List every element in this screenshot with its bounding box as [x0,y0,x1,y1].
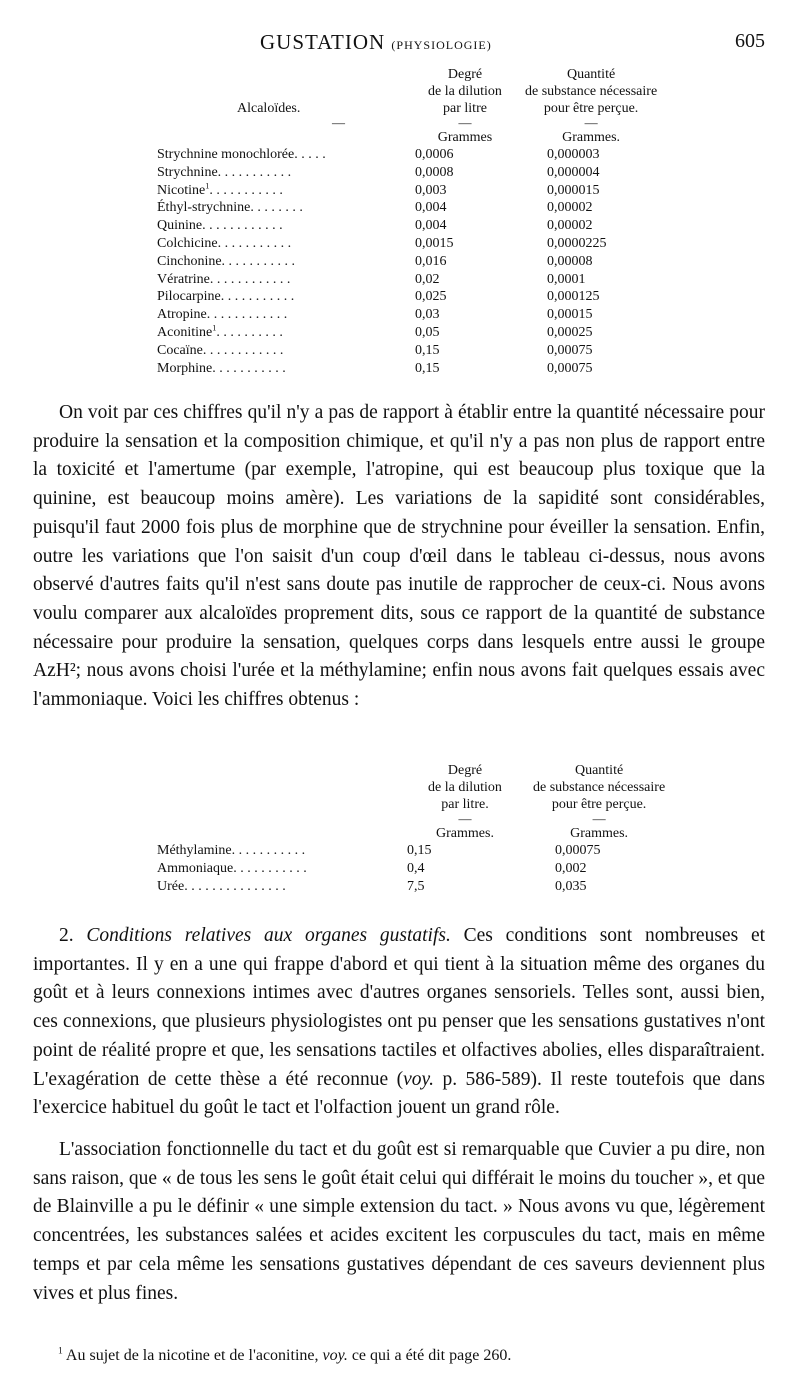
dot-leader: . . . . . . . . . . [216,324,283,340]
substance-name: Colchicine. . . . . . . . . . . [157,235,292,251]
dot-leader: . . . . . . . . . . . . [209,271,291,287]
quantity-value: 0,000125 [547,289,600,305]
dilution-value: 0,003 [415,182,447,198]
dilution-value: 0,02 [415,271,440,287]
dot-leader: . . . . . . . . . . . [220,289,295,305]
unit-quantity: Grammes. [570,826,629,841]
footnote-ref: 1 [212,323,217,333]
dot-leader: . . . . . . . . [250,200,303,216]
running-header [60,30,765,58]
table-row [157,860,665,878]
table-row [157,288,657,306]
body-paragraph-2 [33,922,765,1123]
table-row [157,360,657,378]
table-row [157,217,657,235]
substance-name: Quinine. . . . . . . . . . . . [157,218,283,234]
alkaloid-table [157,66,657,377]
quantity-value: 0,00075 [547,360,593,376]
header-quantity-2: de substance nécessaire [533,780,666,795]
dot-leader: . . . . . . . . . . . [217,164,292,180]
dilution-value: 0,004 [415,218,447,234]
header-quantity-3: pour être perçue. [551,797,647,812]
table-row [157,146,657,164]
table-row [157,342,657,360]
table-row [157,842,665,860]
table-row [157,306,657,324]
header-quantity-1: Quantité [574,763,624,778]
substance-name: Aconitine$^1$. . . . . . . . . . [157,323,283,340]
dilution-value: 0,4 [407,860,425,876]
header-dilution-1: Degré [447,763,483,778]
header-dilution-3: par litre [443,101,487,116]
dilution-value: 0,0006 [415,147,454,162]
substance-name: Éthyl-strychnine. . . . . . . . [157,200,303,216]
dot-leader: . . . . . . . . . . . [231,843,306,858]
quantity-value: 0,00025 [547,324,593,340]
dilution-value: 0,15 [415,342,440,358]
unit-dilution: Grammes. [436,826,494,841]
table-row [157,235,657,253]
section-heading: Conditions relatives aux organes gustatifs. [86,925,451,946]
dilution-value: 0,15 [415,360,440,376]
dot-leader: . . . . . . . . . . . . [206,307,288,323]
dilution-value: 0,016 [415,253,447,269]
quantity-value: 0,002 [555,860,587,876]
header-quantity-3: pour être perçue. [543,101,639,116]
substance-name: Nicotine$^1$. . . . . . . . . . . [157,180,283,198]
quantity-value: 0,035 [555,878,587,894]
header-dash: — [458,115,472,130]
substance-name: Méthylamine. . . . . . . . . . . [157,843,306,858]
dilution-value: 7,5 [407,878,425,894]
dot-leader: . . . . . [294,147,326,162]
header-quantity-1: Quantité [566,67,616,82]
substance-name: Atropine. . . . . . . . . . . . [157,307,288,323]
dilution-value: 0,0008 [415,164,454,180]
quantity-value: 0,00008 [547,253,593,269]
dot-leader: . . . . . . . . . . . [217,235,292,251]
substance-name: Strychnine monochlorée. . . . . [157,147,326,162]
dot-leader: . . . . . . . . . . . . [202,218,283,234]
section-number: 2. [59,925,74,946]
table-row [157,182,657,200]
quantity-value: 0,00002 [547,200,593,216]
page-number: 605 [735,30,765,52]
quantity-value: 0,0000225 [547,235,607,251]
body-paragraph-1 [33,399,765,715]
substance-name: Cocaïne. . . . . . . . . . . . [157,342,284,358]
substance-table [157,762,665,895]
footnote: $^1$ Au sujet de la nicotine et de l'aconitine, voy. ce qui a été dit page 260. [58,1345,512,1364]
header-quantity-2: de substance nécessaire [525,84,658,99]
header-dash: — [332,115,345,130]
dot-leader: . . . . . . . . . . . [233,860,307,876]
substance-name: Pilocarpine. . . . . . . . . . . [157,289,295,305]
header-dash: — [592,811,606,826]
substance-name: Cinchonine. . . . . . . . . . . [157,253,296,269]
header-dash: — [458,811,472,826]
alkaloid-table-body [157,146,657,377]
dot-leader: . . . . . . . . . . . . [202,342,284,358]
reference-voy: voy. [403,1068,434,1090]
quantity-value: 0,0001 [547,271,586,287]
paragraph-text: Ces conditions sont nombreuses et importantes. Il y en a une qui frappe d'abord et qui tient à la situation même des organes du goût et à leurs connexions intimes avec d'autres organes sensoriels. Telles sont, aussi bien, ces connexions, que plusieurs physiologistes ont pu penser que les sensations gustatives n'ont point de réalité propre et que, les sensations tactiles et olfactives abolies, elles disparaîtraient. L'exagération de cette thèse a été reconnue ( [33,925,766,1090]
body-paragraph-3 [33,1136,765,1308]
dot-leader: . . . . . . . . . . . [209,182,283,198]
dot-leader: . . . . . . . . . . . . . . . [184,878,286,894]
dot-leader: . . . . . . . . . . . [221,253,296,269]
header-dilution-3: par litre. [441,797,489,812]
header-alkaloids: Alcaloïdes. [237,101,301,116]
dilution-value: 0,05 [415,324,440,340]
paragraph-text: L'association fonctionnelle du tact et du goût est si remarquable que Cuvier a pu dire, non sans raison, que « de tous les sens le goût était celui qui différait le moins du toucher », et que de Blainville a pu le définir « une simple extension du tact. » Nous avons vu que, légèrement concentrées, les substances salées et acides excitent les corpuscules du tact, mais en même temps et par cela même les sensations gustatives dépendant de ces saveurs deviennent plus vives et plus fines. [33,1139,765,1304]
quantity-value: 0,00075 [555,843,601,858]
substance-name: Ammoniaque. . . . . . . . . . . [157,860,307,876]
footnote-ref: 1 [205,180,210,190]
quantity-value: 0,000003 [547,147,600,162]
dot-leader: . . . . . . . . . . . [212,360,286,376]
quantity-value: 0,00015 [547,307,593,323]
table-row [157,199,657,217]
running-subtitle: (PHYSIOLOGIE) [391,38,492,52]
quantity-value: 0,000015 [547,182,600,198]
table-row [157,271,657,289]
quantity-value: 0,000004 [547,164,600,180]
footnote-marker: 1 [58,1345,63,1357]
header-dilution-2: de la dilution [428,780,502,795]
quantity-value: 0,00002 [547,218,593,234]
substance-name: Strychnine. . . . . . . . . . . [157,164,292,180]
substance-name: Morphine. . . . . . . . . . . [157,360,286,376]
dilution-value: 0,004 [415,200,447,216]
running-title: GUSTATION (PHYSIOLOGIE) [260,30,492,54]
header-dash: — [584,115,598,130]
unit-quantity: Grammes. [562,130,621,145]
table-row [157,164,657,182]
paragraph-text-end: p. 586-589). Il reste toutefois que dans l'exercice habituel du goût le tact et l'olfaction jouent un grand rôle. [33,1068,765,1119]
paragraph-text: On voit par ces chiffres qu'il n'y a pas de rapport à établir entre la quantité nécessaire pour produire la sensation et la composition chimique, et qu'il n'y a pas non plus de rapport entre la toxicité et l'amertume (par exemple, l'atropine, qui est beaucoup plus toxique que la quinine, est beaucoup moins amère). Les variations de la sapidité sont considérables, puisqu'il faut 2000 fois plus de morphine que de strychnine pour éveiller la sensation. Enfin, outre les variations que l'on saisit d'un coup d'œil dans le tableau ci-dessus, nous avons observé d'autres faits qu'il n'est sans doute pas inutile de rapprocher de ceux-ci. Nous avons voulu comparer aux alcaloïdes proprement dits, sous ce rapport de la quantité de substance nécessaire pour produire la sensation, quelques corps dans lesquels entre aussi le groupe AzH²; nous avons choisi l'urée et la méthylamine; enfin nous avons fait quelques essais avec l'ammoniaque. Voici les chiffres obtenus : [33,402,765,711]
header-dilution-2: de la dilution [428,84,502,99]
dilution-value: 0,03 [415,307,440,323]
table-row [157,878,665,896]
header-dilution-1: Degré [447,67,483,82]
substance-name: Vératrine. . . . . . . . . . . . [157,271,291,287]
substance-table-body [157,842,665,895]
table-header-row [157,66,657,83]
unit-dilution: Grammes [437,130,493,145]
table-row [157,324,657,342]
reference-voy: voy. [322,1347,348,1364]
quantity-value: 0,00075 [547,342,593,358]
dilution-value: 0,0015 [415,235,454,251]
dilution-value: 0,025 [415,289,447,305]
table-row [157,253,657,271]
dilution-value: 0,15 [407,843,432,858]
substance-name: Urée. . . . . . . . . . . . . . . [157,878,286,894]
